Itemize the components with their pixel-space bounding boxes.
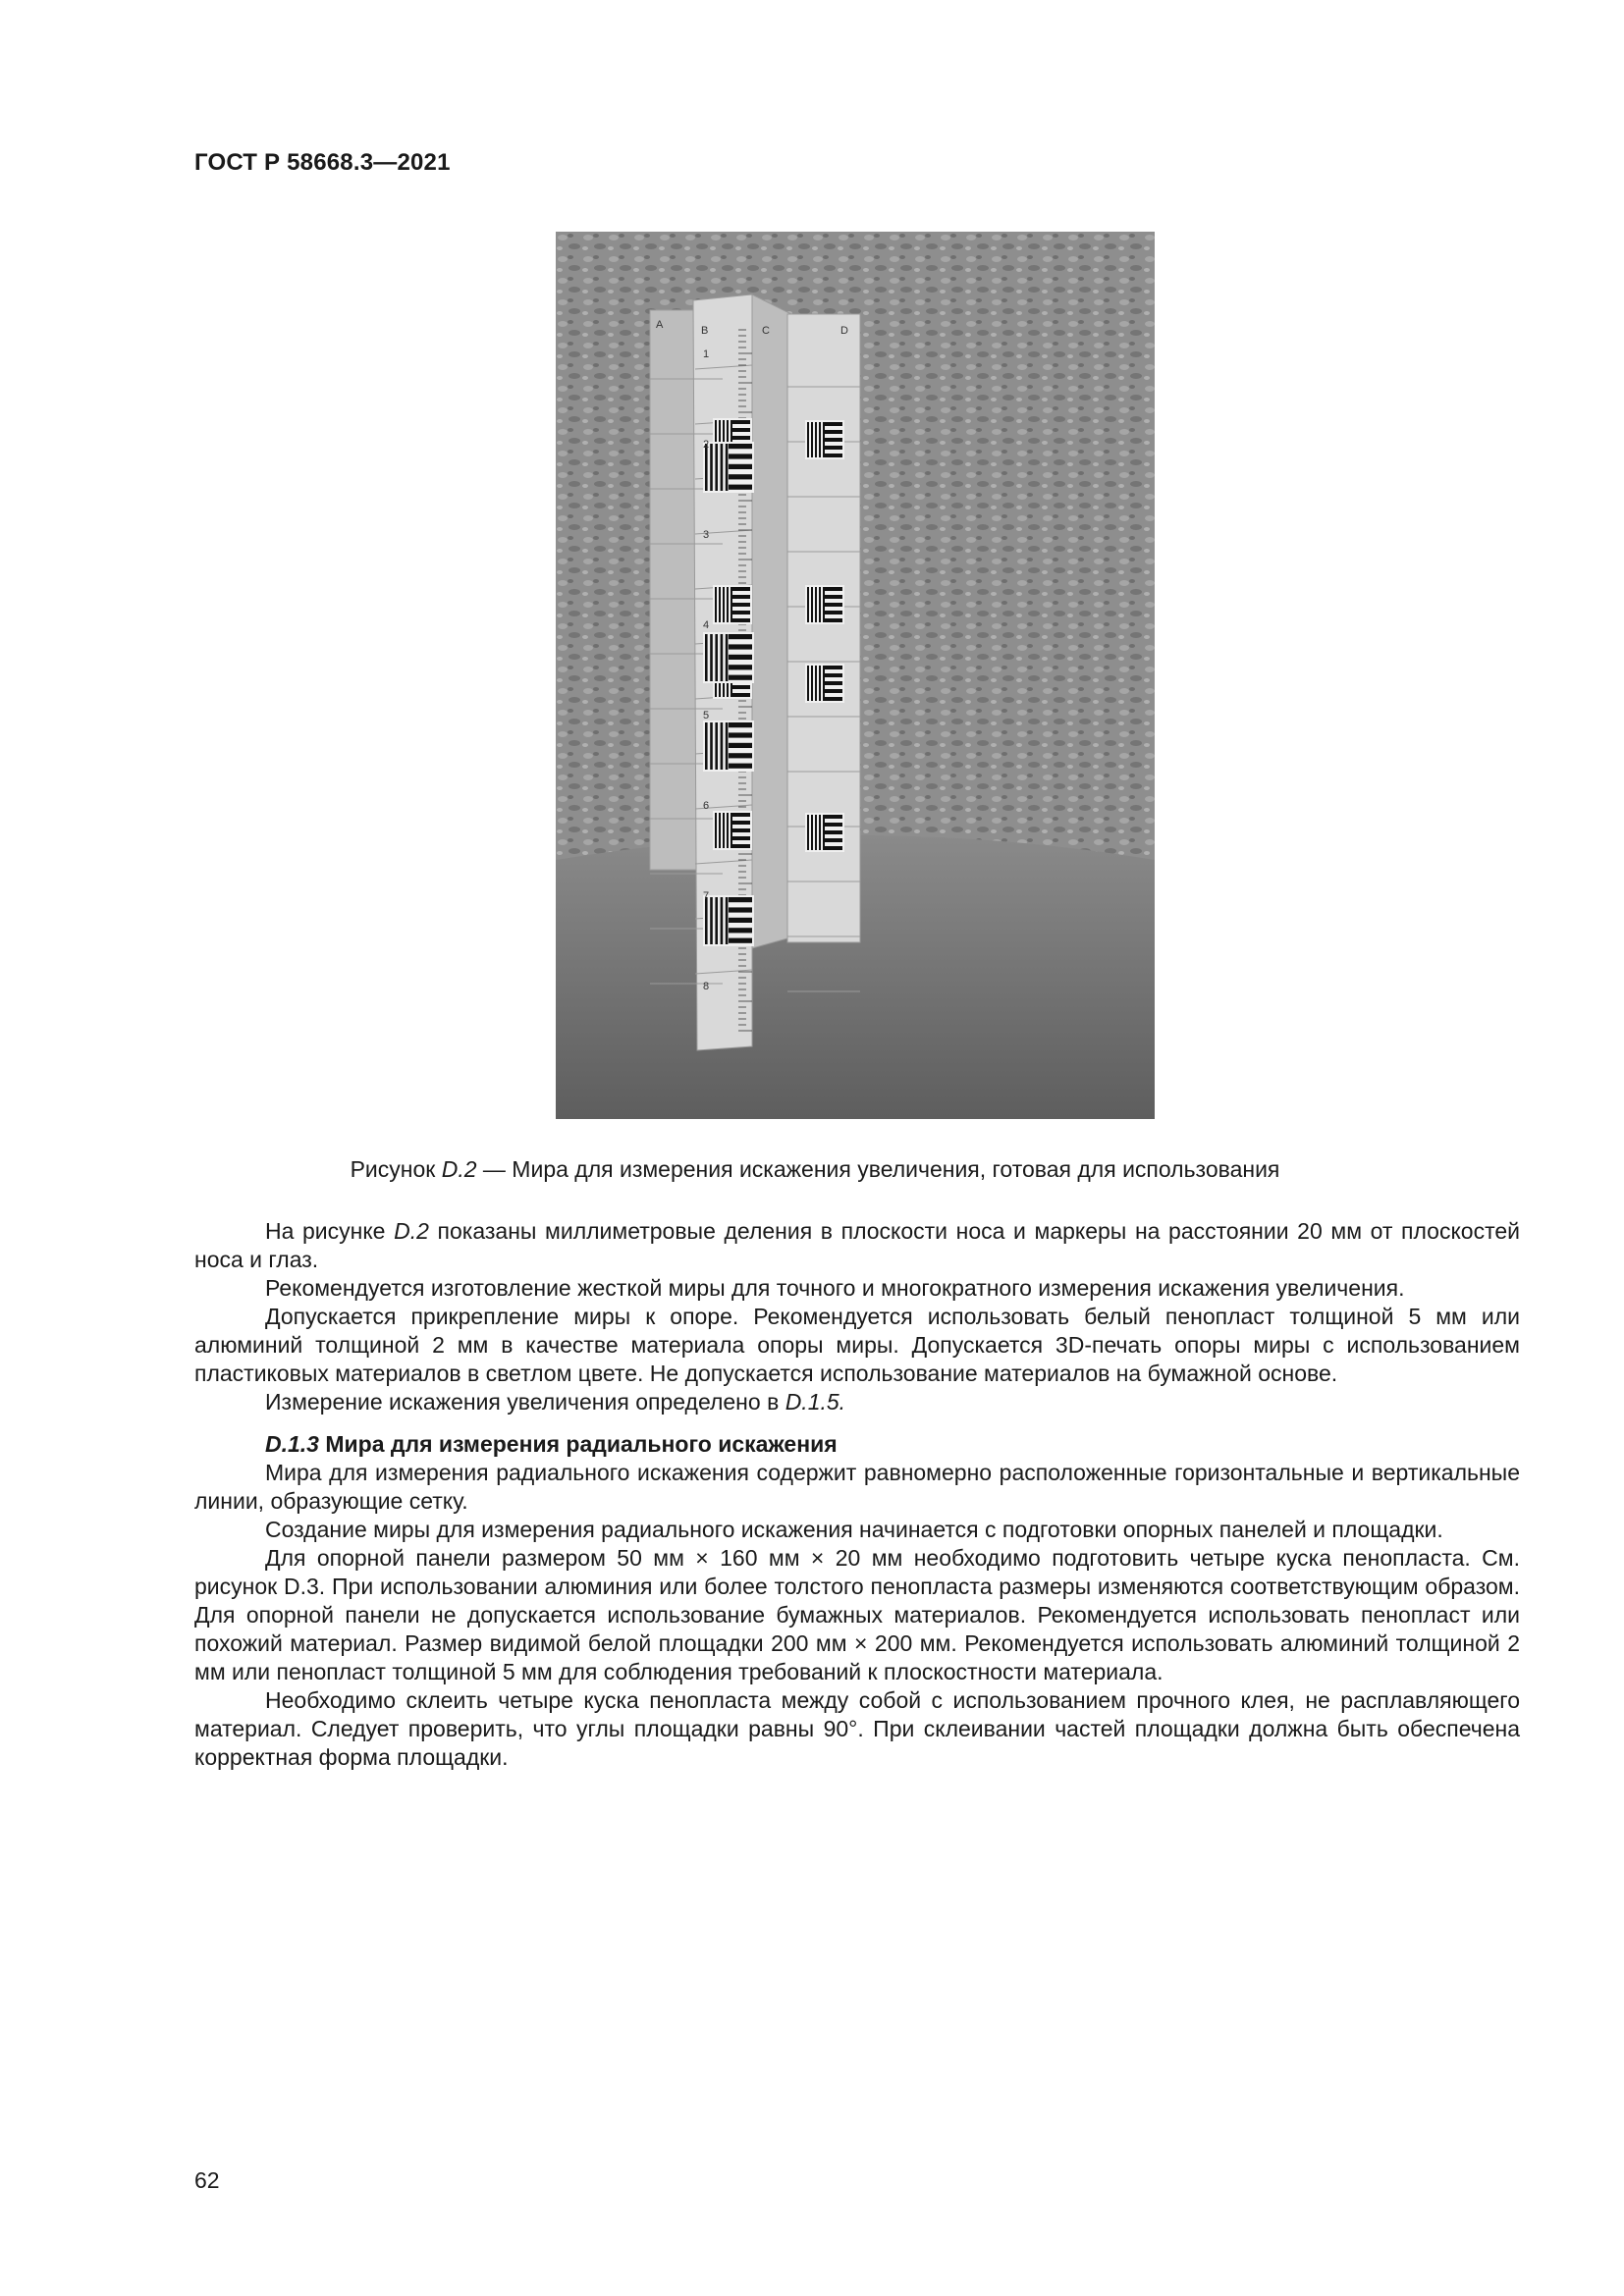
- marker-d-1-bar-h: [825, 454, 842, 457]
- marker-bc-4-bar-v: [705, 897, 708, 944]
- marker-d-1-bar-h: [825, 446, 842, 450]
- panel-fold: [752, 294, 791, 948]
- marker-d-4-bar-h: [825, 823, 842, 827]
- marker-bc-4-bar-h: [729, 907, 752, 912]
- scale-number-7: 7: [703, 890, 710, 902]
- marker-d-1-bar-v: [823, 422, 825, 457]
- marker-a-2-bar-h: [732, 611, 750, 614]
- marker-bc-1-bar-v: [721, 444, 724, 491]
- marker-bc-3-bar-v: [710, 722, 713, 770]
- marker-bc-1-bar-h: [729, 474, 752, 479]
- marker-d-2-bar-v: [807, 587, 809, 622]
- marker-d-1-bar-h: [825, 422, 842, 426]
- paragraph-6: Создание миры для измерения радиального искажения начинается с подготовки опорных панелей и площадки.: [265, 1517, 1443, 1542]
- marker-bc-2-bar-v: [705, 634, 708, 681]
- marker-d-3-bar-v: [815, 666, 817, 701]
- marker-bc-1-bar-h: [729, 485, 752, 490]
- marker-d-3-bar-h: [825, 681, 842, 685]
- marker-a-2-bar-h: [732, 603, 750, 607]
- marker-a-1-bar-h: [732, 420, 750, 424]
- marker-bc-4-bar-h: [729, 928, 752, 933]
- marker-bc-1-bar-v: [705, 444, 708, 491]
- marker-d-1-bar-v: [807, 422, 809, 457]
- p1-text-b: показаны миллиметровые деления в плоскости носа и маркеры на расстоянии 20 мм от плоскостей носа и глаз.: [194, 1218, 1521, 1272]
- marker-bc-3-bar-h: [729, 722, 752, 727]
- marker-d-3-bar-h: [825, 689, 842, 693]
- marker-a-1-bar-h: [732, 436, 750, 440]
- marker-d-4-bar-v: [807, 815, 809, 850]
- marker-a-4-bar-h: [732, 813, 750, 817]
- paragraph-4: [194, 1388, 1520, 1416]
- marker-d-3-bar-v: [819, 666, 821, 701]
- body-text: [194, 1217, 1520, 1772]
- column-letter-B: B: [701, 325, 709, 337]
- scale-number-8: 8: [703, 981, 710, 992]
- marker-bc-3-bar-v: [715, 722, 718, 770]
- marker-bc-2-bar-h: [729, 655, 752, 660]
- marker-a-4-bar-v: [715, 813, 717, 848]
- marker-d-3-bar-v: [823, 666, 825, 701]
- marker-bc-3-bar-v: [721, 722, 724, 770]
- marker-bc-2-bar-v: [726, 634, 729, 681]
- scale-number-1: 1: [703, 348, 710, 360]
- marker-d-1-bar-v: [819, 422, 821, 457]
- marker-d-1-bar-h: [825, 438, 842, 442]
- marker-a-4-bar-v: [731, 813, 732, 848]
- marker-bc-3-bar-h: [729, 753, 752, 758]
- test-chart-photo: [556, 232, 1155, 1119]
- marker-bc-4-bar-h: [729, 897, 752, 902]
- section-heading: [194, 1430, 1520, 1459]
- marker-a-4-bar-h: [732, 836, 750, 840]
- marker-bc-3-bar-h: [729, 732, 752, 737]
- marker-a-2-bar-v: [723, 587, 725, 622]
- caption-prefix: Рисунок: [350, 1156, 442, 1182]
- marker-bc-1-bar-h: [729, 464, 752, 469]
- marker-a-2-bar-v: [727, 587, 729, 622]
- marker-d-2-bar-v: [811, 587, 813, 622]
- section-title: Мира для измерения радиального искажения: [318, 1431, 838, 1457]
- marker-d-3-bar-h: [825, 666, 842, 669]
- marker-a-2-bar-h: [732, 618, 750, 622]
- marker-a-3-bar-h: [732, 693, 750, 697]
- marker-d-4-bar-h: [825, 830, 842, 834]
- marker-a-4-bar-h: [732, 821, 750, 825]
- marker-d-4-bar-v: [811, 815, 813, 850]
- marker-bc-3-bar-h: [729, 743, 752, 748]
- scale-number-3: 3: [703, 529, 710, 541]
- marker-a-2-bar-h: [732, 587, 750, 591]
- marker-d-2-bar-h: [825, 603, 842, 607]
- marker-bc-1-bar-h: [729, 454, 752, 458]
- marker-bc-2-bar-v: [721, 634, 724, 681]
- marker-d-1-bar-h: [825, 430, 842, 434]
- p1-text-a: На рисунке: [265, 1218, 395, 1244]
- marker-bc-1-bar-v: [710, 444, 713, 491]
- marker-d-3-bar-h: [825, 697, 842, 701]
- marker-a-4-bar-v: [727, 813, 729, 848]
- marker-d-1-bar-v: [811, 422, 813, 457]
- column-letter-A: A: [656, 319, 664, 331]
- paragraph-2: Рекомендуется изготовление жесткой миры для точного и многократного измерения искажения увеличения.: [265, 1275, 1405, 1301]
- marker-d-3-bar-h: [825, 673, 842, 677]
- page-number: 62: [194, 2167, 220, 2193]
- p4-section-ref: D.1.5.: [785, 1389, 846, 1415]
- marker-d-4-bar-h: [825, 838, 842, 842]
- marker-a-2-bar-v: [715, 587, 717, 622]
- marker-bc-3-bar-v: [726, 722, 729, 770]
- document-header: ГОСТ Р 58668.3—2021: [194, 149, 451, 176]
- marker-bc-1-bar-v: [726, 444, 729, 491]
- marker-bc-2-bar-h: [729, 665, 752, 669]
- scale-number-5: 5: [703, 710, 710, 721]
- marker-d-1-bar-v: [815, 422, 817, 457]
- marker-bc-2-bar-h: [729, 634, 752, 639]
- p1-figure-ref: D.2: [394, 1218, 429, 1244]
- marker-d-2-bar-v: [819, 587, 821, 622]
- marker-d-2-bar-h: [825, 618, 842, 622]
- column-letter-D: D: [840, 325, 848, 337]
- marker-bc-3-bar-v: [705, 722, 708, 770]
- marker-d-4-bar-v: [819, 815, 821, 850]
- marker-d-2-bar-h: [825, 595, 842, 599]
- marker-d-4-bar-h: [825, 846, 842, 850]
- marker-a-4-bar-h: [732, 828, 750, 832]
- marker-bc-4-bar-v: [710, 897, 713, 944]
- marker-bc-1-bar-v: [715, 444, 718, 491]
- scale-number-4: 4: [703, 619, 710, 631]
- figure-photo: [556, 232, 1155, 1119]
- paragraph-8: Необходимо склеить четыре куска пенопласта между собой с использованием прочного клея, не расплавляющего материал. Следует проверить, что углы площадки равны 90°. При склеивании частей площадки должна быть обеспечена корректная форма площадки.: [194, 1687, 1520, 1770]
- marker-bc-2-bar-v: [710, 634, 713, 681]
- marker-bc-3-bar-h: [729, 764, 752, 769]
- marker-a-2-bar-h: [732, 595, 750, 599]
- scale-number-2: 2: [703, 439, 710, 451]
- figure-caption: [194, 1156, 1435, 1183]
- caption-figure-ref: D.2: [441, 1156, 477, 1182]
- marker-bc-4-bar-h: [729, 938, 752, 943]
- paragraph-5: Мира для измерения радиального искажения содержит равномерно расположенные горизонтальные и вертикальные линии, образующие сетку.: [194, 1460, 1520, 1514]
- marker-d-2-bar-h: [825, 611, 842, 614]
- marker-d-2-bar-v: [815, 587, 817, 622]
- marker-bc-4-bar-v: [715, 897, 718, 944]
- marker-a-2-bar-v: [719, 587, 721, 622]
- marker-d-4-bar-v: [815, 815, 817, 850]
- marker-bc-4-bar-h: [729, 918, 752, 923]
- section-number: D.1.3: [265, 1431, 319, 1457]
- column-letter-C: C: [762, 325, 770, 337]
- caption-text: — Мира для измерения искажения увеличения, готовая для использования: [476, 1156, 1280, 1182]
- marker-a-4-bar-v: [723, 813, 725, 848]
- marker-bc-4-bar-v: [721, 897, 724, 944]
- p4-text: Измерение искажения увеличения определено в: [265, 1389, 785, 1415]
- marker-d-2-bar-h: [825, 587, 842, 591]
- marker-a-2-bar-v: [731, 587, 732, 622]
- marker-bc-1-bar-h: [729, 444, 752, 449]
- paragraph-1: [194, 1217, 1520, 1274]
- scale-number-6: 6: [703, 800, 710, 812]
- marker-d-4-bar-h: [825, 815, 842, 819]
- marker-bc-2-bar-h: [729, 644, 752, 649]
- paragraph-3: Допускается прикрепление миры к опоре. Рекомендуется использовать белый пенопласт толщиной 5 мм или алюминий толщиной 2 мм в качестве материала опоры миры. Допускается 3D-печать опоры миры с использованием пластиковых материалов в светлом цвете. Не допускается использование материалов на бумажной основе.: [194, 1304, 1520, 1386]
- marker-d-2-bar-v: [823, 587, 825, 622]
- marker-a-4-bar-h: [732, 844, 750, 848]
- marker-a-4-bar-v: [719, 813, 721, 848]
- marker-a-3-bar-h: [732, 685, 750, 689]
- marker-bc-2-bar-h: [729, 675, 752, 680]
- marker-d-3-bar-v: [811, 666, 813, 701]
- paragraph-7: Для опорной панели размером 50 мм × 160 мм × 20 мм необходимо подготовить четыре куска пенопласта. См. рисунок D.3. При использовании алюминия или более толстого пенопласта размеры изменяются соответствующим образом. Для опорной панели не допускается использование бумажных материалов. Рекомендуется использовать пенопласт или похожий материал. Размер видимой белой площадки 200 мм × 200 мм. Рекомендуется использовать алюминий толщиной 2 мм или пенопласт толщиной 5 мм для соблюдения требований к плоскостности материала.: [194, 1545, 1520, 1684]
- marker-a-1-bar-h: [732, 428, 750, 432]
- marker-bc-4-bar-v: [726, 897, 729, 944]
- marker-d-4-bar-v: [823, 815, 825, 850]
- marker-d-3-bar-v: [807, 666, 809, 701]
- marker-bc-2-bar-v: [715, 634, 718, 681]
